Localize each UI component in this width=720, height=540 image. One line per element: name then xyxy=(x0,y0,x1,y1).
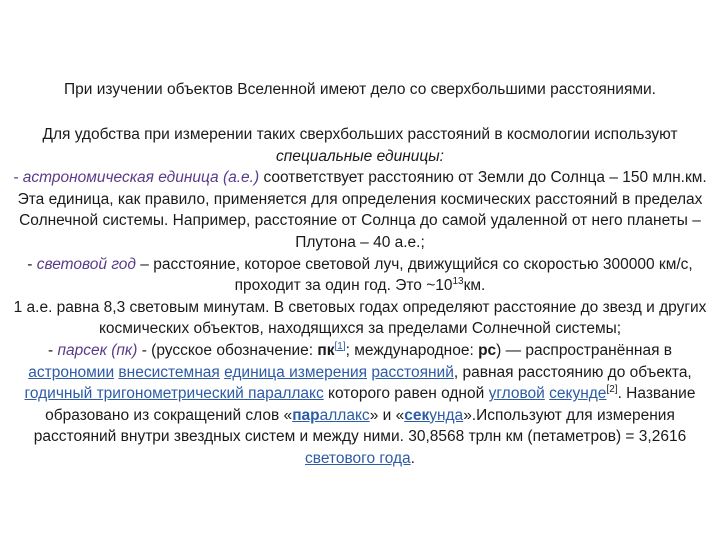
pc-text-1: - (русское обозначение: xyxy=(137,341,318,359)
au-definition xyxy=(12,167,708,189)
pc-ru-abbr: пк xyxy=(317,341,335,359)
ly-dash: - xyxy=(27,255,37,273)
second-rest: унда xyxy=(429,406,464,424)
ref-1-link[interactable]: [1] xyxy=(334,340,346,352)
pc-text-9: . xyxy=(410,449,415,467)
special-units: специальные единицы: xyxy=(276,147,444,165)
ref-2: [2] xyxy=(606,383,618,395)
parallax-bold-part: пар xyxy=(292,406,320,424)
ly-unit: км. xyxy=(463,277,486,295)
slide-body xyxy=(12,124,708,470)
ly-definition-text: – расстояние, которое световой луч, движущийся со скоростью 300000 км/с, проходит за один год. Это ~10 xyxy=(135,255,693,295)
au-definition-text: соответствует расстоянию от Земли до Солнца – 150 млн.км. xyxy=(259,169,707,187)
link-astronomy[interactable]: астрономии xyxy=(28,363,115,381)
link-parallax-word[interactable] xyxy=(292,407,370,424)
pc-term: парсек (пк) xyxy=(57,341,138,359)
pc-dash: - xyxy=(47,341,58,359)
pc-text-3: ) — распространённая в xyxy=(496,341,672,359)
link-light-year[interactable]: светового года xyxy=(305,449,411,467)
link-nonsystem[interactable]: внесистемная xyxy=(118,363,220,381)
pc-intl-abbr: pc xyxy=(478,341,497,359)
au-dash: - xyxy=(13,169,23,187)
pc-text-6: . Название образовано из сокращений слов « xyxy=(45,385,696,424)
link-distances[interactable]: расстояний xyxy=(371,363,454,381)
link-second-word[interactable] xyxy=(404,407,463,424)
link-second[interactable]: секунде xyxy=(549,385,607,403)
light-year-definition xyxy=(12,254,708,297)
parsec-definition xyxy=(12,340,708,470)
link-angular[interactable]: угловой xyxy=(488,385,545,403)
link-unit-of-measure[interactable]: единица измерения xyxy=(224,363,367,381)
slide-title: При изучении объектов Вселенной имеют дело со сверхбольшими расстояниями. xyxy=(64,81,656,98)
link-parallax[interactable]: годичный тригонометрический параллакс xyxy=(24,385,324,403)
pc-text-8: ».Используют для измерения расстояний внутри звездных систем и между ними. 30,8568 трлн км (петаметров) = 3,2616 xyxy=(33,406,687,446)
au-light-minutes: 1 а.е. равна 8,3 световым минутам. В световых годах определяют расстояние до звезд и других космических объектов, находящихся за пределами Солнечной системы; xyxy=(13,298,707,338)
intro-paragraph xyxy=(12,124,708,167)
pc-text-7: » и « xyxy=(369,406,405,424)
ly-exponent: 13 xyxy=(452,276,464,287)
pc-text-4: , равная расстоянию до объекта, xyxy=(453,363,692,381)
au-term: астрономическая единица (а.е.) xyxy=(22,169,260,187)
pc-text-2: ; международное: xyxy=(345,341,479,359)
second-bold-part: сек xyxy=(404,406,430,424)
pc-text-5: которого равен одной xyxy=(323,385,489,403)
parallax-rest: аллакс xyxy=(319,406,370,424)
ly-term: световой год xyxy=(36,255,136,273)
intro-text: Для удобства при измерении таких сверхбольших расстояний в космологии используют xyxy=(42,126,678,143)
au-usage: Эта единица, как правило, применяется для определения космических расстояний в пределах Солнечной системы. Например, расстояние от Солнца до самой удаленной от него планеты – Плутона – 40 а.е.; xyxy=(17,190,703,251)
